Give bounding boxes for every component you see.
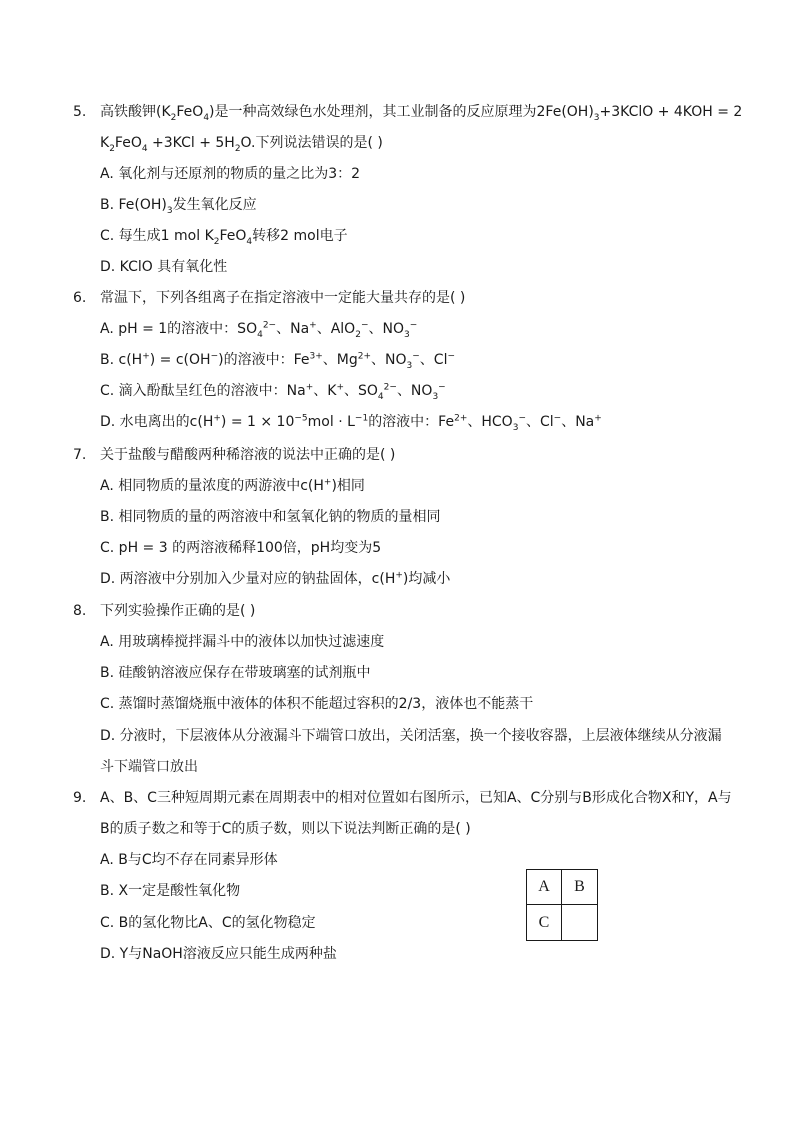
q5-option-c: C. 每生成1 mol $K_2FeO_4$转移2 mol电子 [100, 228, 348, 247]
q9-stem-continued: B的质子数之和等于C的质子数，则以下说法判断正确的是( ) [100, 821, 471, 837]
q7-number: 7. [73, 447, 87, 463]
q7-option-c: C. pH = 3 的两溶液稀释100倍，pH均变为5 [100, 540, 382, 556]
q8-option-c: C. 蒸馏时蒸馏烧瓶中液体的体积不能超过容积的2/3，液体也不能蒸干 [100, 696, 534, 712]
q9-stem: A、B、C三种短周期元素在周期表中的相对位置如右图所示，已知A、C分别与B形成化合物X和Y，A与 [100, 790, 732, 806]
q5-number: 5. [73, 104, 87, 120]
q9-option-a: A. B与C均不存在同素异形体 [100, 852, 278, 868]
q8-option-d: D. 分液时，下层液体从分液漏斗下端管口放出，关闭活塞，换一个接收容器，上层液体继续从分液漏 [100, 728, 722, 744]
grid-cell-c: C [527, 905, 562, 940]
q6-option-a: A. pH = 1的溶液中：$SO_4^{2-}$、Na+、AlO$_2$−、$NO_3^-$ [100, 320, 418, 340]
q8-stem: 下列实验操作正确的是( ) [100, 603, 256, 619]
grid-cell-b: B [562, 870, 597, 905]
q9-option-d: D. Y与NaOH溶液反应只能生成两种盐 [100, 946, 337, 962]
q6-option-b: B. c(H+) = c(OH−)的溶液中：$Fe^{3+}$、$Mg^{2+}$、$NO_3^-$、Cl− [100, 351, 456, 371]
q7-stem: 关于盐酸与醋酸两种稀溶液的说法中正确的是( ) [100, 447, 396, 463]
q7-option-d: D. 两溶液中分别加入少量对应的钠盐固体，c(H+)均减小 [100, 570, 451, 587]
q6-option-c: C. 滴入酚酞呈红色的溶液中：Na+、K+、$SO_4^{2-}$、$NO_3^-$ [100, 382, 446, 402]
grid-cell-empty [562, 905, 597, 940]
q7-option-b: B. 相同物质的量的两溶液中和氢氧化钠的物质的量相同 [100, 509, 441, 525]
q5-option-d: D. KClO 具有氧化性 [100, 259, 228, 275]
q8-number: 8. [73, 603, 87, 619]
q5-option-a: A. 氧化剂与还原剂的物质的量之比为3：2 [100, 166, 361, 182]
q7-option-a: A. 相同物质的量浓度的两游液中c(H+)相同 [100, 477, 365, 494]
q9-number: 9. [73, 790, 87, 806]
periodic-table-position-grid [526, 869, 598, 941]
q5-stem: 高铁酸钾$(K_2FeO_4)$是一种高效绿色水处理剂，其工业制备的反应原理为$2Fe(OH)_3+3KClO + 4KOH = 2$ [100, 104, 743, 123]
q6-number: 6. [73, 290, 87, 306]
q8-option-d-continued: 斗下端管口放出 [100, 759, 198, 775]
q8-option-a: A. 用玻璃棒搅拌漏斗中的液体以加快过滤速度 [100, 634, 385, 650]
q9-option-b: B. X一定是酸性氧化物 [100, 883, 241, 899]
q5-option-b: B. $Fe(OH)_3$发生氧化反应 [100, 197, 257, 216]
grid-cell-a: A [527, 870, 562, 905]
q8-option-b: B. 硅酸钠溶液应保存在带玻璃塞的试剂瓶中 [100, 665, 371, 681]
q9-option-c: C. B的氢化物比A、C的氢化物稳定 [100, 915, 316, 931]
q6-stem: 常温下，下列各组离子在指定溶液中一定能大量共存的是( ) [100, 290, 466, 306]
q6-option-d: D. 水电离出的$c(H^+) = 1 \times 10^{-5}mol \cdot L^{-1}$的溶液中：$Fe^{2+}$、$HCO_3^-$、Cl−、Na+ [100, 413, 602, 433]
q5-stem-continued: $K_2FeO_4 +3KCl + 5H_2O$.下列说法错误的是( ) [100, 135, 383, 154]
